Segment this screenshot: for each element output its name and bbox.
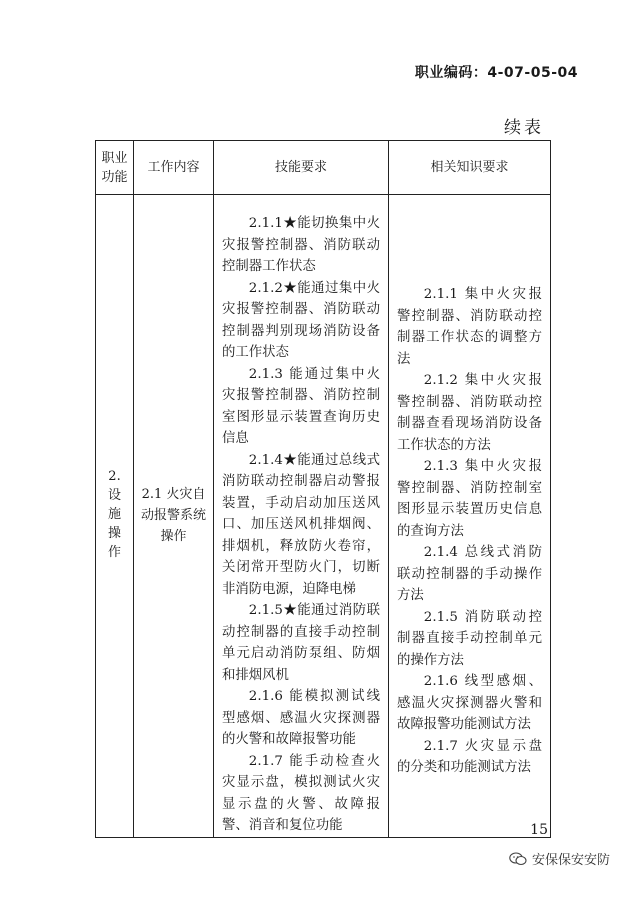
skill-item: 2.1.2★能通过集中火灾报警控制器、消防联动控制器判别现场消防设备的工作状态 [222, 280, 380, 360]
continued-label: 续表 [504, 118, 544, 138]
skill-item: 2.1.5★能通过消防联动控制器的直接手动控制单元启动消防泵组、防烟和排烟风机 [222, 603, 380, 683]
knowledge-cell [389, 195, 551, 838]
skills-table [95, 140, 551, 838]
function-number: 2. [108, 469, 121, 485]
page-number: 15 [530, 822, 548, 838]
skill-item: 2.1.6 能模拟测试线型感烟、感温火灾探测器的火警和故障报警功能 [222, 689, 380, 747]
table-row [96, 195, 551, 838]
knowledge-item: 2.1.4 总线式消防联动控制器的手动操作方法 [397, 545, 542, 603]
knowledge-item: 2.1.5 消防联动控制器直接手动控制单元的操作方法 [397, 609, 542, 668]
skill-item: 2.1.4★能通过总线式消防联动控制器启动警报装置，手动启动加压送风口、加压送风机排烟阀、排烟机，释放防火卷帘，关闭常开型防火门，切断非消防电源，迫降电梯 [222, 452, 380, 597]
knowledge-item: 2.1.3 集中火灾报警控制器、消防控制室图形显示装置历史信息的查询方法 [397, 459, 542, 539]
watermark-text: 安保保安安防 [531, 853, 610, 868]
function-cell [96, 195, 134, 838]
header-function: 职业功能 [96, 141, 134, 195]
knowledge-item: 2.1.2 集中火灾报警控制器、消防联动控制器查看现场消防设备工作状态的方法 [397, 373, 542, 453]
header-skills: 技能要求 [214, 141, 389, 195]
table-header-row [96, 141, 551, 195]
skill-item: 2.1.1★能切换集中火灾报警控制器、消防联动控制器工作状态 [222, 216, 380, 274]
watermark [509, 849, 610, 868]
function-name: 设施操作 [107, 488, 121, 561]
occupation-code: 职业编码：4-07-05-04 [414, 65, 578, 81]
skills-cell [214, 195, 389, 838]
header-work-content: 工作内容 [134, 141, 214, 195]
knowledge-item: 2.1.1 集中火灾报警控制器、消防联动控制器工作状态的调整方法 [397, 287, 542, 367]
wechat-icon [509, 852, 527, 866]
work-content-text: 2.1 火灾自动报警系统操作 [140, 487, 206, 545]
knowledge-item: 2.1.7 火灾显示盘的分类和功能测试方法 [397, 738, 542, 775]
knowledge-item: 2.1.6 线型感烟、感温火灾探测器火警和故障报警功能测试方法 [397, 674, 542, 732]
work-content-cell [134, 195, 214, 838]
skill-item: 2.1.7 能手动检查火灾显示盘，模拟测试火灾显示盘的火警、故障报警、消音和复位功能 [222, 753, 380, 833]
skill-item: 2.1.3 能通过集中火灾报警控制器、消防控制室图形显示装置查询历史信息 [222, 366, 380, 446]
header-knowledge: 相关知识要求 [389, 141, 551, 195]
